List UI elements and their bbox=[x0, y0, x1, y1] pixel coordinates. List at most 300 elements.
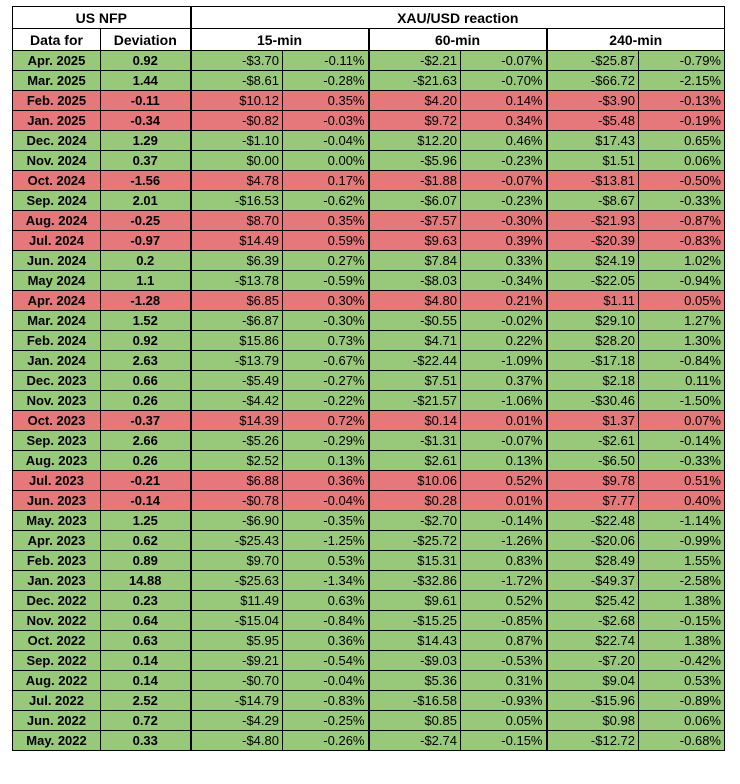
cell-data-for: May. 2023 bbox=[13, 511, 101, 531]
table-row bbox=[13, 631, 725, 651]
cell-15min-percent: -0.84% bbox=[283, 611, 369, 631]
cell-15min-percent: 0.72% bbox=[283, 411, 369, 431]
cell-15min-dollar: $14.39 bbox=[191, 411, 283, 431]
cell-240min-dollar: $28.20 bbox=[547, 331, 639, 351]
cell-60min-dollar: -$32.86 bbox=[369, 571, 461, 591]
cell-deviation: -0.25 bbox=[101, 211, 191, 231]
cell-60min-dollar: $10.06 bbox=[369, 471, 461, 491]
cell-60min-dollar: -$21.57 bbox=[369, 391, 461, 411]
table-row bbox=[13, 571, 725, 591]
cell-data-for: Feb. 2024 bbox=[13, 331, 101, 351]
cell-deviation: 0.14 bbox=[101, 671, 191, 691]
cell-240min-dollar: -$17.18 bbox=[547, 351, 639, 371]
cell-240min-dollar: -$20.06 bbox=[547, 531, 639, 551]
cell-60min-dollar: $0.28 bbox=[369, 491, 461, 511]
cell-60min-percent: -0.85% bbox=[461, 611, 547, 631]
cell-deviation: 0.2 bbox=[101, 251, 191, 271]
cell-60min-percent: -0.02% bbox=[461, 311, 547, 331]
cell-60min-dollar: $4.80 bbox=[369, 291, 461, 311]
cell-240min-dollar: $0.98 bbox=[547, 711, 639, 731]
table-row bbox=[13, 711, 725, 731]
table-row bbox=[13, 371, 725, 391]
cell-deviation: 0.14 bbox=[101, 651, 191, 671]
cell-240min-dollar: -$20.39 bbox=[547, 231, 639, 251]
cell-deviation: 0.33 bbox=[101, 731, 191, 751]
cell-60min-dollar: $4.20 bbox=[369, 91, 461, 111]
cell-240min-percent: -1.50% bbox=[639, 391, 725, 411]
cell-240min-percent: 1.30% bbox=[639, 331, 725, 351]
cell-data-for: May 2024 bbox=[13, 271, 101, 291]
cell-15min-dollar: $2.52 bbox=[191, 451, 283, 471]
cell-15min-dollar: -$13.78 bbox=[191, 271, 283, 291]
cell-240min-dollar: $1.11 bbox=[547, 291, 639, 311]
cell-240min-percent: 0.11% bbox=[639, 371, 725, 391]
cell-data-for: Dec. 2024 bbox=[13, 131, 101, 151]
cell-deviation: 14.88 bbox=[101, 571, 191, 591]
cell-240min-percent: 0.06% bbox=[639, 151, 725, 171]
cell-60min-percent: 0.01% bbox=[461, 491, 547, 511]
cell-15min-percent: -0.59% bbox=[283, 271, 369, 291]
table-row bbox=[13, 451, 725, 471]
cell-240min-percent: 1.27% bbox=[639, 311, 725, 331]
cell-deviation: 1.25 bbox=[101, 511, 191, 531]
cell-15min-percent: -0.11% bbox=[283, 51, 369, 71]
cell-60min-percent: 0.39% bbox=[461, 231, 547, 251]
cell-deviation: 0.62 bbox=[101, 531, 191, 551]
cell-data-for: Apr. 2023 bbox=[13, 531, 101, 551]
table-row bbox=[13, 191, 725, 211]
table-row bbox=[13, 651, 725, 671]
cell-data-for: Jun. 2024 bbox=[13, 251, 101, 271]
cell-deviation: 1.1 bbox=[101, 271, 191, 291]
cell-15min-dollar: $11.49 bbox=[191, 591, 283, 611]
cell-60min-dollar: $12.20 bbox=[369, 131, 461, 151]
cell-60min-percent: -0.30% bbox=[461, 211, 547, 231]
cell-data-for: Oct. 2023 bbox=[13, 411, 101, 431]
cell-60min-percent: 0.01% bbox=[461, 411, 547, 431]
cell-240min-percent: -0.83% bbox=[639, 231, 725, 251]
cell-15min-dollar: $0.00 bbox=[191, 151, 283, 171]
cell-240min-dollar: -$12.72 bbox=[547, 731, 639, 751]
cell-60min-dollar: $15.31 bbox=[369, 551, 461, 571]
table-row bbox=[13, 431, 725, 451]
cell-deviation: 2.01 bbox=[101, 191, 191, 211]
cell-60min-dollar: $9.63 bbox=[369, 231, 461, 251]
cell-15min-dollar: -$5.26 bbox=[191, 431, 283, 451]
cell-60min-dollar: -$16.58 bbox=[369, 691, 461, 711]
cell-60min-dollar: -$8.03 bbox=[369, 271, 461, 291]
cell-60min-percent: 0.31% bbox=[461, 671, 547, 691]
cell-240min-dollar: -$49.37 bbox=[547, 571, 639, 591]
cell-deviation: 0.92 bbox=[101, 331, 191, 351]
cell-240min-percent: -0.13% bbox=[639, 91, 725, 111]
cell-15min-dollar: -$14.79 bbox=[191, 691, 283, 711]
cell-60min-dollar: $9.72 bbox=[369, 111, 461, 131]
cell-15min-dollar: $9.70 bbox=[191, 551, 283, 571]
cell-15min-percent: -0.67% bbox=[283, 351, 369, 371]
cell-data-for: May. 2022 bbox=[13, 731, 101, 751]
cell-240min-dollar: $24.19 bbox=[547, 251, 639, 271]
cell-data-for: Jul. 2024 bbox=[13, 231, 101, 251]
cell-data-for: Feb. 2025 bbox=[13, 91, 101, 111]
cell-15min-percent: -0.62% bbox=[283, 191, 369, 211]
cell-15min-dollar: -$4.29 bbox=[191, 711, 283, 731]
cell-60min-dollar: -$2.21 bbox=[369, 51, 461, 71]
cell-60min-dollar: -$22.44 bbox=[369, 351, 461, 371]
table-row bbox=[13, 351, 725, 371]
table-row bbox=[13, 51, 725, 71]
cell-15min-dollar: -$4.80 bbox=[191, 731, 283, 751]
cell-60min-percent: 0.52% bbox=[461, 471, 547, 491]
cell-15min-percent: 0.36% bbox=[283, 631, 369, 651]
cell-240min-dollar: $22.74 bbox=[547, 631, 639, 651]
cell-240min-percent: -2.15% bbox=[639, 71, 725, 91]
cell-15min-dollar: $4.78 bbox=[191, 171, 283, 191]
table-row bbox=[13, 511, 725, 531]
cell-15min-percent: -0.28% bbox=[283, 71, 369, 91]
cell-60min-dollar: -$9.03 bbox=[369, 651, 461, 671]
cell-data-for: Mar. 2024 bbox=[13, 311, 101, 331]
cell-deviation: 2.52 bbox=[101, 691, 191, 711]
header-data-for: Data for bbox=[13, 29, 101, 51]
cell-15min-percent: -0.26% bbox=[283, 731, 369, 751]
cell-deviation: 2.66 bbox=[101, 431, 191, 451]
cell-15min-percent: -0.04% bbox=[283, 131, 369, 151]
table-row bbox=[13, 731, 725, 751]
cell-deviation: 2.63 bbox=[101, 351, 191, 371]
cell-60min-percent: -0.07% bbox=[461, 431, 547, 451]
cell-15min-percent: -0.04% bbox=[283, 491, 369, 511]
cell-60min-dollar: -$1.31 bbox=[369, 431, 461, 451]
nfp-xau-reaction-table bbox=[12, 6, 725, 751]
cell-15min-percent: 0.27% bbox=[283, 251, 369, 271]
cell-240min-percent: -0.68% bbox=[639, 731, 725, 751]
cell-60min-dollar: $2.61 bbox=[369, 451, 461, 471]
cell-240min-percent: -0.14% bbox=[639, 431, 725, 451]
cell-15min-dollar: -$0.70 bbox=[191, 671, 283, 691]
cell-15min-percent: -1.25% bbox=[283, 531, 369, 551]
cell-60min-dollar: $14.43 bbox=[369, 631, 461, 651]
cell-60min-percent: -0.23% bbox=[461, 151, 547, 171]
cell-60min-dollar: $7.84 bbox=[369, 251, 461, 271]
cell-240min-dollar: $28.49 bbox=[547, 551, 639, 571]
cell-15min-dollar: $15.86 bbox=[191, 331, 283, 351]
cell-60min-percent: 0.14% bbox=[461, 91, 547, 111]
cell-240min-percent: 1.02% bbox=[639, 251, 725, 271]
table-row bbox=[13, 151, 725, 171]
cell-data-for: Apr. 2025 bbox=[13, 51, 101, 71]
cell-60min-dollar: $0.14 bbox=[369, 411, 461, 431]
cell-240min-dollar: $29.10 bbox=[547, 311, 639, 331]
cell-deviation: -0.97 bbox=[101, 231, 191, 251]
cell-60min-dollar: $4.71 bbox=[369, 331, 461, 351]
cell-60min-dollar: -$2.74 bbox=[369, 731, 461, 751]
cell-data-for: Aug. 2022 bbox=[13, 671, 101, 691]
cell-60min-percent: -0.15% bbox=[461, 731, 547, 751]
table-row bbox=[13, 551, 725, 571]
cell-60min-percent: -0.93% bbox=[461, 691, 547, 711]
cell-15min-dollar: -$0.82 bbox=[191, 111, 283, 131]
cell-data-for: Jan. 2023 bbox=[13, 571, 101, 591]
cell-60min-percent: -0.34% bbox=[461, 271, 547, 291]
cell-data-for: Oct. 2024 bbox=[13, 171, 101, 191]
cell-60min-dollar: -$25.72 bbox=[369, 531, 461, 551]
cell-240min-percent: 0.07% bbox=[639, 411, 725, 431]
table-row bbox=[13, 251, 725, 271]
cell-15min-dollar: $5.95 bbox=[191, 631, 283, 651]
cell-data-for: Jul. 2023 bbox=[13, 471, 101, 491]
cell-deviation: -0.34 bbox=[101, 111, 191, 131]
cell-240min-dollar: -$30.46 bbox=[547, 391, 639, 411]
table-body bbox=[13, 51, 725, 751]
cell-60min-percent: -1.09% bbox=[461, 351, 547, 371]
cell-240min-dollar: $1.51 bbox=[547, 151, 639, 171]
cell-deviation: 0.63 bbox=[101, 631, 191, 651]
cell-15min-percent: -0.29% bbox=[283, 431, 369, 451]
cell-data-for: Aug. 2023 bbox=[13, 451, 101, 471]
cell-60min-percent: 0.52% bbox=[461, 591, 547, 611]
cell-240min-dollar: -$25.87 bbox=[547, 51, 639, 71]
table-row bbox=[13, 471, 725, 491]
cell-15min-percent: -0.04% bbox=[283, 671, 369, 691]
cell-60min-dollar: -$6.07 bbox=[369, 191, 461, 211]
cell-60min-percent: 0.34% bbox=[461, 111, 547, 131]
cell-data-for: Dec. 2022 bbox=[13, 591, 101, 611]
cell-15min-dollar: -$6.87 bbox=[191, 311, 283, 331]
cell-240min-dollar: -$22.05 bbox=[547, 271, 639, 291]
cell-60min-dollar: -$5.96 bbox=[369, 151, 461, 171]
cell-60min-percent: -0.70% bbox=[461, 71, 547, 91]
cell-data-for: Nov. 2022 bbox=[13, 611, 101, 631]
cell-240min-dollar: -$5.48 bbox=[547, 111, 639, 131]
table-row bbox=[13, 611, 725, 631]
cell-60min-percent: 0.13% bbox=[461, 451, 547, 471]
cell-60min-dollar: -$2.70 bbox=[369, 511, 461, 531]
header-group-row bbox=[13, 7, 725, 29]
table-row bbox=[13, 311, 725, 331]
cell-240min-percent: -0.89% bbox=[639, 691, 725, 711]
cell-15min-percent: 0.17% bbox=[283, 171, 369, 191]
cell-60min-percent: -0.14% bbox=[461, 511, 547, 531]
table-row bbox=[13, 271, 725, 291]
cell-15min-dollar: -$5.49 bbox=[191, 371, 283, 391]
cell-data-for: Nov. 2024 bbox=[13, 151, 101, 171]
cell-15min-dollar: -$3.70 bbox=[191, 51, 283, 71]
table-row bbox=[13, 591, 725, 611]
cell-data-for: Dec. 2023 bbox=[13, 371, 101, 391]
header-column-row bbox=[13, 29, 725, 51]
cell-60min-percent: -1.06% bbox=[461, 391, 547, 411]
cell-60min-dollar: $9.61 bbox=[369, 591, 461, 611]
cell-deviation: 0.64 bbox=[101, 611, 191, 631]
cell-15min-percent: -0.27% bbox=[283, 371, 369, 391]
cell-60min-percent: 0.87% bbox=[461, 631, 547, 651]
cell-60min-dollar: -$21.63 bbox=[369, 71, 461, 91]
cell-240min-percent: -0.94% bbox=[639, 271, 725, 291]
cell-data-for: Nov. 2023 bbox=[13, 391, 101, 411]
cell-240min-percent: 0.06% bbox=[639, 711, 725, 731]
cell-data-for: Feb. 2023 bbox=[13, 551, 101, 571]
cell-deviation: 1.52 bbox=[101, 311, 191, 331]
cell-240min-dollar: -$2.68 bbox=[547, 611, 639, 631]
cell-15min-dollar: -$8.61 bbox=[191, 71, 283, 91]
cell-15min-percent: -0.30% bbox=[283, 311, 369, 331]
cell-240min-dollar: $2.18 bbox=[547, 371, 639, 391]
cell-15min-percent: -0.25% bbox=[283, 711, 369, 731]
cell-60min-percent: 0.05% bbox=[461, 711, 547, 731]
cell-240min-percent: -0.15% bbox=[639, 611, 725, 631]
cell-data-for: Mar. 2025 bbox=[13, 71, 101, 91]
cell-60min-dollar: -$1.88 bbox=[369, 171, 461, 191]
cell-15min-percent: -0.83% bbox=[283, 691, 369, 711]
nfp-table-container bbox=[12, 6, 725, 751]
cell-deviation: 1.29 bbox=[101, 131, 191, 151]
header-60-min: 60-min bbox=[369, 29, 547, 51]
cell-240min-percent: 0.65% bbox=[639, 131, 725, 151]
cell-15min-percent: 0.36% bbox=[283, 471, 369, 491]
table-row bbox=[13, 231, 725, 251]
cell-deviation: 0.66 bbox=[101, 371, 191, 391]
cell-15min-percent: -1.34% bbox=[283, 571, 369, 591]
cell-240min-dollar: -$7.20 bbox=[547, 651, 639, 671]
cell-15min-dollar: -$13.79 bbox=[191, 351, 283, 371]
cell-240min-dollar: -$2.61 bbox=[547, 431, 639, 451]
cell-60min-percent: 0.33% bbox=[461, 251, 547, 271]
cell-data-for: Jul. 2022 bbox=[13, 691, 101, 711]
cell-deviation: 0.37 bbox=[101, 151, 191, 171]
cell-data-for: Sep. 2023 bbox=[13, 431, 101, 451]
cell-240min-percent: -0.33% bbox=[639, 191, 725, 211]
cell-deviation: 0.23 bbox=[101, 591, 191, 611]
cell-15min-percent: 0.35% bbox=[283, 211, 369, 231]
cell-15min-dollar: $10.12 bbox=[191, 91, 283, 111]
cell-240min-dollar: $25.42 bbox=[547, 591, 639, 611]
table-row bbox=[13, 71, 725, 91]
cell-deviation: 0.89 bbox=[101, 551, 191, 571]
cell-240min-dollar: -$8.67 bbox=[547, 191, 639, 211]
cell-240min-percent: 1.55% bbox=[639, 551, 725, 571]
cell-deviation: -0.37 bbox=[101, 411, 191, 431]
cell-240min-dollar: -$66.72 bbox=[547, 71, 639, 91]
cell-15min-percent: 0.35% bbox=[283, 91, 369, 111]
cell-60min-percent: -1.26% bbox=[461, 531, 547, 551]
cell-data-for: Jun. 2023 bbox=[13, 491, 101, 511]
table-row bbox=[13, 391, 725, 411]
table-row bbox=[13, 131, 725, 151]
table-row bbox=[13, 331, 725, 351]
cell-60min-percent: 0.22% bbox=[461, 331, 547, 351]
cell-15min-dollar: -$6.90 bbox=[191, 511, 283, 531]
cell-data-for: Apr. 2024 bbox=[13, 291, 101, 311]
header-us-nfp: US NFP bbox=[13, 7, 191, 29]
cell-15min-dollar: $6.88 bbox=[191, 471, 283, 491]
cell-15min-dollar: -$0.78 bbox=[191, 491, 283, 511]
cell-15min-dollar: -$15.04 bbox=[191, 611, 283, 631]
cell-240min-dollar: -$21.93 bbox=[547, 211, 639, 231]
cell-60min-dollar: -$0.55 bbox=[369, 311, 461, 331]
cell-240min-dollar: -$6.50 bbox=[547, 451, 639, 471]
cell-deviation: -0.21 bbox=[101, 471, 191, 491]
cell-240min-percent: -1.14% bbox=[639, 511, 725, 531]
table-row bbox=[13, 411, 725, 431]
cell-15min-dollar: -$9.21 bbox=[191, 651, 283, 671]
table-row bbox=[13, 691, 725, 711]
cell-240min-percent: -0.99% bbox=[639, 531, 725, 551]
cell-60min-percent: 0.83% bbox=[461, 551, 547, 571]
table-row bbox=[13, 111, 725, 131]
cell-15min-dollar: -$25.43 bbox=[191, 531, 283, 551]
cell-60min-percent: 0.37% bbox=[461, 371, 547, 391]
table-row bbox=[13, 291, 725, 311]
cell-15min-dollar: $8.70 bbox=[191, 211, 283, 231]
cell-data-for: Aug. 2024 bbox=[13, 211, 101, 231]
cell-15min-percent: 0.00% bbox=[283, 151, 369, 171]
cell-15min-dollar: -$25.63 bbox=[191, 571, 283, 591]
header-deviation: Deviation bbox=[101, 29, 191, 51]
cell-15min-dollar: -$4.42 bbox=[191, 391, 283, 411]
cell-240min-dollar: $7.77 bbox=[547, 491, 639, 511]
cell-data-for: Oct. 2022 bbox=[13, 631, 101, 651]
table-row bbox=[13, 531, 725, 551]
cell-deviation: 0.72 bbox=[101, 711, 191, 731]
table-row bbox=[13, 491, 725, 511]
cell-deviation: 0.26 bbox=[101, 451, 191, 471]
cell-data-for: Jan. 2024 bbox=[13, 351, 101, 371]
cell-240min-percent: -0.19% bbox=[639, 111, 725, 131]
cell-60min-percent: -0.53% bbox=[461, 651, 547, 671]
cell-240min-percent: 1.38% bbox=[639, 591, 725, 611]
cell-15min-percent: 0.13% bbox=[283, 451, 369, 471]
cell-240min-dollar: -$3.90 bbox=[547, 91, 639, 111]
cell-15min-dollar: $6.39 bbox=[191, 251, 283, 271]
cell-15min-percent: 0.59% bbox=[283, 231, 369, 251]
cell-15min-dollar: $14.49 bbox=[191, 231, 283, 251]
cell-15min-percent: -0.03% bbox=[283, 111, 369, 131]
cell-240min-percent: -0.84% bbox=[639, 351, 725, 371]
header-xau-usd-reaction: XAU/USD reaction bbox=[191, 7, 725, 29]
cell-240min-dollar: $9.04 bbox=[547, 671, 639, 691]
cell-15min-percent: 0.30% bbox=[283, 291, 369, 311]
cell-60min-percent: 0.21% bbox=[461, 291, 547, 311]
cell-240min-dollar: -$13.81 bbox=[547, 171, 639, 191]
cell-deviation: 1.44 bbox=[101, 71, 191, 91]
cell-60min-percent: -0.07% bbox=[461, 171, 547, 191]
cell-data-for: Jan. 2025 bbox=[13, 111, 101, 131]
cell-240min-percent: -0.79% bbox=[639, 51, 725, 71]
cell-60min-dollar: $0.85 bbox=[369, 711, 461, 731]
cell-15min-percent: -0.35% bbox=[283, 511, 369, 531]
cell-15min-percent: 0.63% bbox=[283, 591, 369, 611]
cell-15min-percent: 0.73% bbox=[283, 331, 369, 351]
cell-deviation: -0.14 bbox=[101, 491, 191, 511]
cell-15min-dollar: -$1.10 bbox=[191, 131, 283, 151]
cell-data-for: Sep. 2024 bbox=[13, 191, 101, 211]
cell-240min-dollar: -$22.48 bbox=[547, 511, 639, 531]
cell-60min-percent: -1.72% bbox=[461, 571, 547, 591]
cell-240min-percent: 0.53% bbox=[639, 671, 725, 691]
cell-240min-dollar: $9.78 bbox=[547, 471, 639, 491]
cell-60min-percent: 0.46% bbox=[461, 131, 547, 151]
cell-deviation: 0.26 bbox=[101, 391, 191, 411]
cell-240min-percent: 0.40% bbox=[639, 491, 725, 511]
cell-deviation: -1.56 bbox=[101, 171, 191, 191]
cell-240min-percent: -0.87% bbox=[639, 211, 725, 231]
cell-15min-dollar: $6.85 bbox=[191, 291, 283, 311]
cell-deviation: -1.28 bbox=[101, 291, 191, 311]
cell-15min-percent: -0.54% bbox=[283, 651, 369, 671]
cell-240min-dollar: $1.37 bbox=[547, 411, 639, 431]
cell-240min-percent: 1.38% bbox=[639, 631, 725, 651]
